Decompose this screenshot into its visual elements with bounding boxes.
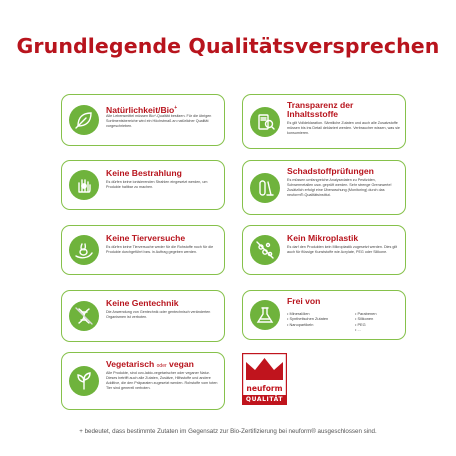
card-transparenz <box>242 94 406 149</box>
card-text: Es darf den Produkten kein Mikroplastik zugesetzt werden. Dies gilt auch für flüssige Kunststoffe wie Acrylate, PEG oder Silikone. <box>287 245 398 255</box>
card-text: Alle Produkte, sind ovo-lakto-vegetarischer oder veganer Natur. Dieses betrifft auch alle Zutaten, Zusätze, Hilfsstoffe und andere Additive, die den Präparaten zugesetzt werden. Rohstoffe vom toten Tier sind generell verboten. <box>106 371 218 391</box>
card-text: Es gilt Volldeklaration. Sämtliche Zutaten und auch alle Zusatzstoffe müssen bis ins Detail deklariert werden. Verbraucher wissen, was sie konsumieren. <box>287 121 400 136</box>
card-text: Es müssen umfangreiche Analysedaten zu Pestiziden, Schwermetallen usw. geprüft werden. Sehr strenge Grenzwerte! Zusätzlich erfolgt eine Überwachung (Monitoring) durch das neuform®-Qualitätsinstitut. <box>287 178 392 198</box>
radiation-hand-icon <box>69 170 99 200</box>
list-item: • Synthetischen Zutaten <box>287 316 328 321</box>
card-bestrahlung <box>61 160 225 210</box>
list-item: • PEG <box>355 322 377 327</box>
card-schadstoff <box>242 160 406 215</box>
card-gentechnik <box>61 290 225 342</box>
footnote: + bedeutet, dass bestimmte Zutaten im Gegensatz zur Bio-Zertifizierung bei neuform® ausgeschlossen sind. <box>79 428 377 435</box>
card-title: Frei von <box>287 296 321 306</box>
test-tube-icon <box>250 173 280 203</box>
card-mikroplastik <box>242 225 406 275</box>
card-title: Schadstoffprüfungen <box>287 166 374 176</box>
flask-icon <box>250 300 280 330</box>
card-vegetarisch <box>61 352 225 410</box>
dna-icon <box>69 301 99 331</box>
card-tierversuche <box>61 225 225 275</box>
list-item: • Parabenen <box>355 311 377 316</box>
logo-word: neuform <box>246 384 283 393</box>
card-text: Es dürfen keine ionisierenden Strahlen eingesetzt werden, um Produkte haltbar zu machen. <box>106 180 208 190</box>
logo-subtitle: QUALITÄT <box>242 395 287 405</box>
card-title: Keine Tierversuche <box>106 233 186 243</box>
list-item: • Nanopartikeln <box>287 322 328 327</box>
microplastic-icon <box>250 235 280 265</box>
list-item: • Silikonen <box>355 316 377 321</box>
card-title: Natürlichkeit/Bio+ <box>106 104 178 115</box>
card-title: Transparenz der Inhaltsstoffe <box>287 100 354 120</box>
card-title: Kein Mikroplastik <box>287 233 359 243</box>
neuform-logo <box>242 353 287 405</box>
card-title: Keine Bestrahlung <box>106 168 182 178</box>
card-frei-von <box>242 290 406 340</box>
list-item: • ... <box>355 327 377 332</box>
card-title: Vegetarisch oder vegan <box>106 359 194 369</box>
plant-icon <box>69 366 99 396</box>
page-title: Grundlegende Qualitätsversprechen <box>16 34 440 58</box>
leaf-icon <box>69 105 99 135</box>
rabbit-hand-icon <box>69 235 99 265</box>
magnifier-icon <box>250 107 280 137</box>
card-text: Die Anwendung von Gentechnik oder gentechnisch veränderten Organismen ist verboten. <box>106 310 211 320</box>
card-text: Es dürfen keine Tierversuche weder für die Rohstoffe noch für die Produkte durchgeführt bzw. in Auftrag gegeben werden. <box>106 245 214 255</box>
card-text: Alle Lebensmittel müssen Bio*-Qualität besitzen. Für die übrigen Sortimentsbereiche wird ein Höchstmaß an natürlicher Qualität vorgeschrieben. <box>106 114 212 129</box>
card-title: Keine Gentechnik <box>106 298 179 308</box>
card-natuerlichkeit <box>61 94 225 146</box>
list-item: • Mineralölen <box>287 311 328 316</box>
